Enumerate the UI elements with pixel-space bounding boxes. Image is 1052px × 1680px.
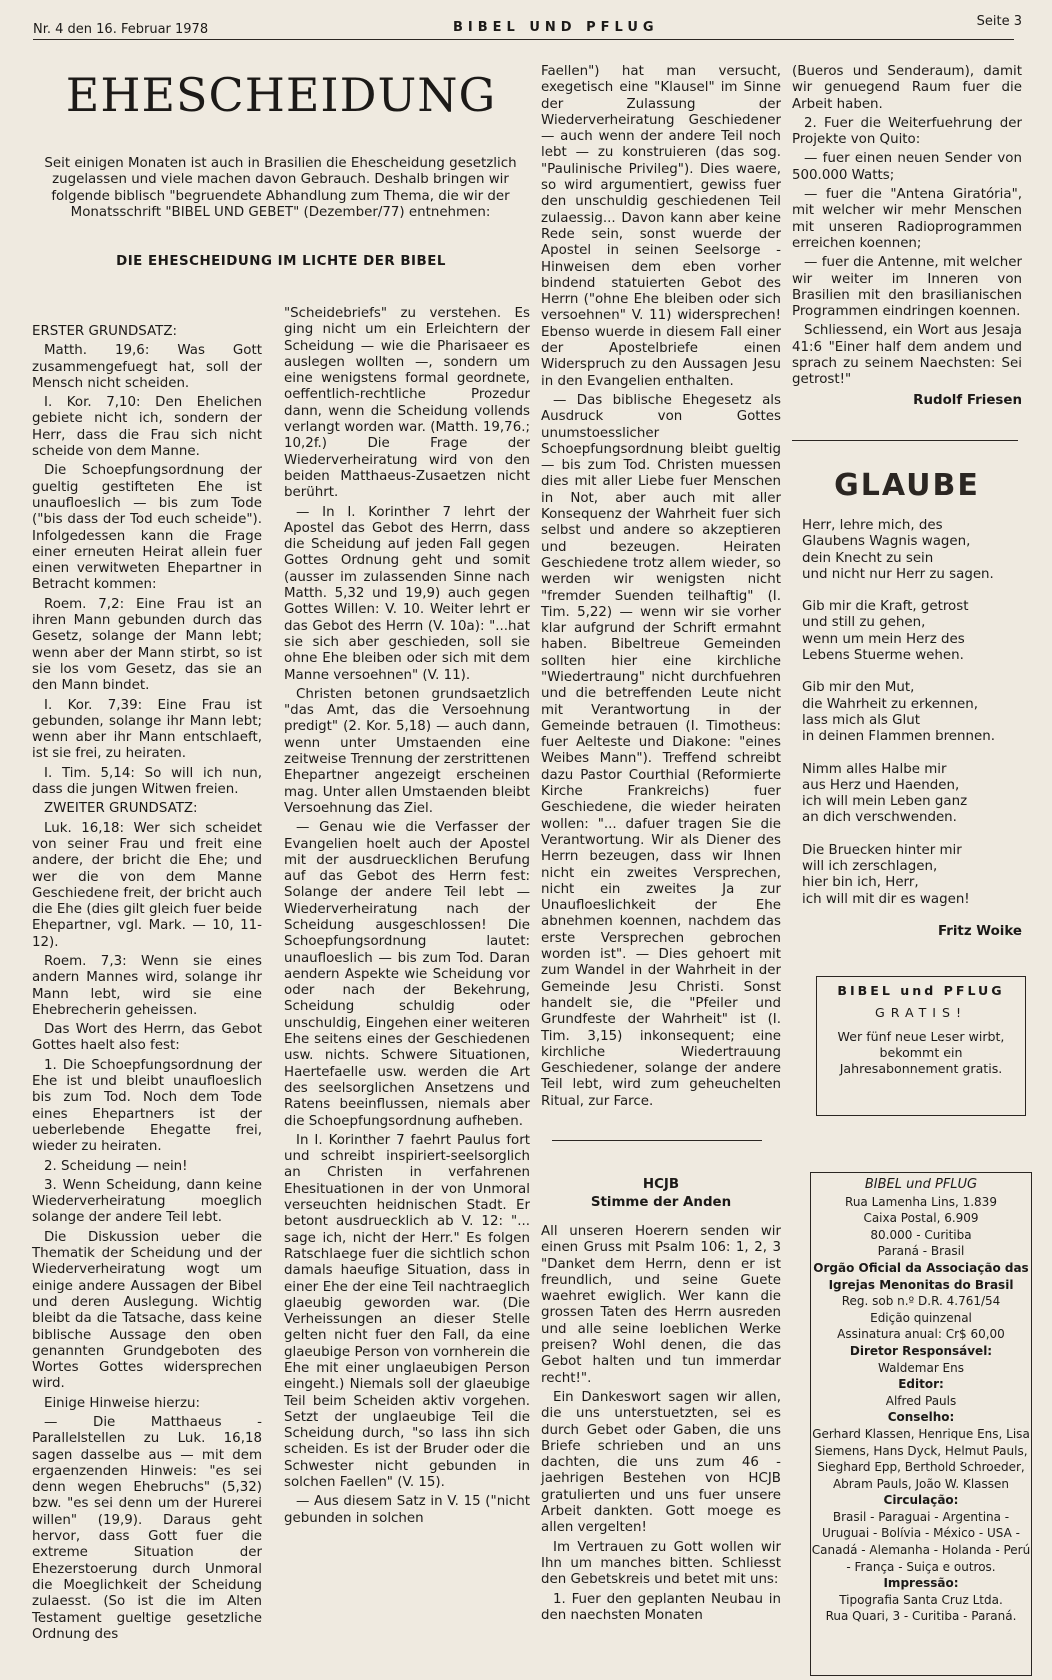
paragraph: — fuer die Antenne, mit welcher wir weiter im Inneren von Brasilien mit den brasilianischen Programmen eindringen koennen.	[792, 255, 1022, 320]
hcjb-column-continued	[792, 64, 1022, 412]
column-divider	[552, 1140, 762, 1141]
paragraph: I. Kor. 7,39: Eine Frau ist gebunden, solange ihr Mann lebt; wenn aber ihr Mann entschlaeft, ist sie frei, zu heiraten.	[32, 697, 262, 762]
hcjb-column	[541, 1224, 781, 1627]
poem-stanza: Nimm alles Halbe mir aus Herz und Haenden, ich will mein Leben ganz an dich verschwenden.	[802, 761, 968, 826]
paragraph: (Bueros und Senderaum), damit wir genuegend Raum fuer die Arbeit haben.	[792, 64, 1022, 112]
article-intro: Seit einigen Monaten ist auch in Brasilien die Ehescheidung gesetzlich zugelassen und viele machen davon Gebrauch. Deshalb bringen wir folgende biblisch "begruendete Abhandlung zum Thema, die wir der Monatsschrift "BIBEL UND GEBET" (Dezember/77) entnehmen:	[44, 156, 517, 220]
imprint-organ: Orgão Oficial da Associação das Igrejas Menonitas do Brasil	[813, 1260, 1029, 1292]
poem-body	[802, 518, 1022, 940]
hcjb-subtitle: Stimme der Anden	[590, 1195, 732, 1210]
paragraph: Luk. 16,18: Wer sich scheidet von seiner Frau und freit eine andere, der bricht die Ehe; und wer die von dem Manne Geschiedene freit, der bricht auch die Ehe (dies gilt gleich fuer beide Ehepartner, vgl. Mark. — 10, 11-12).	[32, 820, 262, 950]
poem-title: GLAUBE	[834, 468, 980, 503]
masthead: BIBEL UND PFLUG	[453, 20, 659, 35]
paragraph: 2. Scheidung — nein!	[44, 1158, 188, 1174]
imprint-reg: Reg. sob n.º D.R. 4.761/54	[841, 1294, 1001, 1309]
gratis-box	[816, 976, 1026, 1116]
poem-stanza: Herr, lehre mich, des Glaubens Wagnis wagen, dein Knecht zu sein und nicht nur Herr zu sagen.	[802, 518, 994, 582]
imprint-circulacao: Brasil - Paraguai - Argentina - Uruguai - Bolívia - México - USA - Canadá - Alemanha - Holanda - Perú - França - Suiça e outros.	[811, 1509, 1031, 1574]
poem-stanza: Gib mir den Mut, die Wahrheit zu erkennen, lass mich als Glut in deinen Flammen brennen.	[802, 680, 995, 745]
paragraph: Christen betonen grundsaetzlich "das Amt, das die Versoehnung predigt" (2. Kor. 5,18) — auch dann, wenn unter Umstaenden eine zeitweise Trennung der zerstrittenen Ehepartner angezeigt erscheinen mag. Unter allen Umstaenden bleibt Versoehnung das Ziel.	[284, 686, 530, 816]
poem-stanza: Gib mir die Kraft, getrost und still zu gehen, wenn um mein Herz des Lebens Stuerme wehen.	[802, 599, 969, 664]
article-column-1	[32, 324, 262, 1646]
hcjb-heading	[541, 1176, 781, 1212]
paragraph: 1. Die Schoepfungsordnung der Ehe ist und bleibt unaufloeslich bis zum Tod. Noch dem Tode eines Ehepartners ist der ueberlebende Ehegatte frei, wieder zu heiraten.	[32, 1057, 262, 1155]
gratis-label: GRATIS!	[874, 1005, 968, 1020]
paragraph: Roem. 7,2: Eine Frau ist an ihren Mann gebunden durch das Gesetz, solange der Mann lebt; wenn aber der Mann stirbt, so ist sie los vom Gesetz, das sie an den Mann bindet.	[32, 596, 262, 694]
hcjb-author: Rudolf Friesen	[913, 392, 1022, 408]
imprint-address-2: Caixa Postal, 6.909	[863, 1211, 979, 1226]
paragraph: ERSTER GRUNDSATZ:	[32, 324, 178, 339]
imprint-box	[810, 1172, 1032, 1676]
paragraph: Roem. 7,3: Wenn sie eines andern Mannes wird, solange ihr Mann lebt, wird sie eine Ehebrecherin geheissen.	[32, 953, 262, 1018]
imprint-conselho: Gerhard Klassen, Henrique Ens, Lisa Siemens, Hans Dyck, Helmut Pauls, Sieghard Epp, Berthold Schroeder, Abram Pauls, João W. Klassen	[812, 1426, 1030, 1491]
imprint-address-4: Paraná - Brasil	[877, 1244, 965, 1259]
paragraph: I. Tim. 5,14: So will ich nun, dass die jungen Witwen freien.	[32, 765, 262, 798]
imprint-edicao: Edição quinzenal	[870, 1310, 972, 1325]
paragraph: — In I. Korinther 7 lehrt der Apostel das Gebot des Herrn, dass die Scheidung auf jeden Fall gegen Gottes Ordnung geht und somit (ausser im zulassenden Sinne nach Matth. 5,32 und 19,9) auch gegen Gottes Willen: V. 10. Weiter lehrt er das Gebot des Herrn (V. 10a): "...hat sie sich aber geschieden, soll sie ohne Ehe bleiben oder sich mit dem Manne versoehnen" (V. 11).	[284, 504, 530, 683]
hcjb-title: HCJB	[642, 1177, 680, 1192]
paragraph: — fuer einen neuen Sender von 500.000 Watts;	[792, 151, 1022, 183]
paragraph: — Die Matthaeus - Parallelstellen zu Luk. 16,18 sagen dasselbe aus — mit dem ergaenzenden Hinweis: "es sei denn wegen Ehebruchs" (5,32) bzw. "es sei denn um der Hurerei willen" (19,9). Daraus geht hervor, dass Gott fuer die extreme Situation der Ehezerstoerung durch Unmoral die Moeglichkeit der Scheidung zulaesst. (So ist die im Alten Testament gueltige gesetzliche Ordnung des	[32, 1415, 262, 1642]
imprint-editor-label: Editor:	[898, 1377, 944, 1392]
header-rule	[33, 39, 1014, 40]
article-column-2	[284, 306, 530, 1530]
paragraph: 2. Fuer die Weiterfuehrung der Projekte von Quito:	[792, 115, 1022, 148]
paragraph: Matth. 19,6: Was Gott zusammengefuegt hat, soll der Mensch nicht scheiden.	[32, 343, 262, 391]
paragraph: ZWEITER GRUNDSATZ:	[44, 801, 198, 817]
article-subhead: DIE EHESCHEIDUNG IM LICHTE DER BIBEL	[116, 254, 446, 269]
imprint-diretor-label: Diretor Responsável:	[849, 1343, 993, 1358]
article-title: EHESCHEIDUNG	[65, 68, 497, 122]
paragraph: I. Kor. 7,10: Den Ehelichen gebiete nicht ich, sondern der Herr, dass die Frau sich nicht scheide von dem Manne.	[32, 395, 262, 460]
page-number: Seite 3	[976, 14, 1022, 29]
page-header	[33, 14, 1022, 38]
imprint-assinatura: Assinatura anual: Cr$ 60,00	[837, 1327, 1005, 1342]
paragraph: 3. Wenn Scheidung, dann keine Wiederverheiratung moeglich solange der andere Teil lebt.	[32, 1177, 262, 1226]
poem-stanza: Die Bruecken hinter mir will ich zerschlagen, hier bin ich, Herr, ich will mit dir es wagen!	[802, 842, 970, 907]
imprint-address-3: 80.000 - Curitiba	[870, 1227, 972, 1242]
paragraph: Ein Dankeswort sagen wir allen, die uns unterstuetzten, sei es durch Gebet oder Gaben, die uns Briefe schrieben und an uns dachten, die uns zum 46 - jaehrigen Bestehen von HCJB gratulierten und uns fuer unsere Arbeit dankten. Gott moege es allen vergelten!	[541, 1389, 781, 1536]
paragraph: Faellen") hat man versucht, exegetisch eine "Klausel" im Sinne der Zulassung der Wiederverheiratung Geschiedener — auch wenn der andere Teil noch lebt — zu konstruieren (das sog. "Paulinische Privileg"). Dies waere, so wird argumentiert, gewiss fuer den unschuldig geschiedenen Teil zulaessig... Davon kann aber keine Rede sein, sonst wuerde der Apostel in seinen Seelsorge - Hinweisen dem eben vorher bindend statuierten Gebot des Herrn ("ohne Ehe bleiben oder sich versoehnen" V. 11) widersprechen! Ebenso wuerde in diesem Fall einer der Apostelbriefe einen Widerspruch zu den Aussagen Jesu in den Evangelien enthalten.	[541, 64, 781, 389]
gratis-text: Wer fünf neue Leser wirbt, bekommt ein Jahresabonnement gratis.	[837, 1029, 1005, 1076]
paragraph: Einige Hinweise hierzu:	[44, 1395, 201, 1411]
article-column-3	[541, 64, 781, 1113]
paragraph: — Das biblische Ehegesetz als Ausdruck von Gottes unumstoesslicher Schoepfungsordnung bleibt gueltig — bis zum Tod. Christen muessen dies mit aller Liebe fuer Menschen in Not, aber auch mit aller Konsequenz der Wahrheit fuer sich selbst und andere so akzeptieren und bezeugen. Heiraten Geschiedene trotz allem wieder, so werden wir wenigsten nicht "fremder Suenden teilhaftig" (I. Tim. 5,22) — wenn wir sie vorher klar aufgrund der Schrift ermahnt haben. Bibeltreue Gemeinden sollten hier eine kirchliche "Wiedertraung" nicht durchfuehren und die betreffenden Leute nicht mit Verantwortung in der Gemeinde betrauen (I. Timotheus: fuer Aelteste und Diakone: "eines Weibes Mann"). Treffend schreibt dazu Pastor Courthial (Reformierte Kirche Frankreichs) fuer Geschiedene, die wieder heiraten wollen: "... dafuer tragen Sie die Verantwortung. Wir als Diener des Herrn bezeugen, dass wir Ihnen nicht ein zweites Versprechen, nicht ein zweites Ja zur Unaufloeslichkeit der Ehe abnehmen koennen, nachdem das erste Versprechen gebrochen worden ist". — Dies gehoert mit zum Wandel in der Wahrheit in der Gemeinde Jesu Christi. Sonst handelt sie, die "Pfeiler und Grundfeste der Wahrheit" ist (I. Tim. 3,15) inkonsequent; eine kirchliche Wiedertrauung Geschiedener, solange der andere Teil lebt, wird zum geheuchelten Ritual, zur Farce.	[541, 392, 781, 1109]
imprint-impressao-2: Rua Quari, 3 - Curitiba - Paraná.	[825, 1609, 1017, 1624]
paragraph: Die Diskussion ueber die Thematik der Scheidung und der Wiederverheiratung wogt um einige andere Aussagen der Bibel und deren Auslegung. Wichtig bleibt da die Tatsache, dass keine biblische Aussage den oben genannten Grundgeboten des Wortes Gottes widersprechen wird.	[32, 1229, 262, 1392]
paragraph: "Scheidebriefs" zu verstehen. Es ging nicht um ein Erleichtern der Scheidung — wie die Pharisaeer es auslegen wollten —, sondern um eine wenigstens formal geordnete, oeffentlich-rechtliche Prozedur dann, wenn die Scheidung vollends verlangt worden war. (Matth. 19,76.; 10,2f.) Die Frage der Wiederverheiratung wird von den beiden Matthaeus-Zusaetzen nicht berührt.	[284, 306, 530, 501]
imprint-editor: Alfred Pauls	[885, 1393, 957, 1408]
paragraph: — Genau wie die Verfasser der Evangelien hoelt auch der Apostel mit der ausdruecklichen Berufung auf das Gebot des Herrn fest: Solange der andere Teil lebt — Wiederverheiratung nach der Scheidung ausgeschlossen! Die Schoepfungsordnung lautet: unaufloeslich — bis zum Tod. Daran aendern Aspekte wie Scheidung vor oder nach der Bekehrung, Scheidung schuldig oder unschuldig, Eingehen einer weiteren Ehe seitens eines der Geschiedenen usw. nichts. Schwere Situationen, Haertefaelle usw. werden die Art des seelsorglichen Ansetzens und Ratens beeinflussen, niemals aber die Schoepfungsordnung aufheben.	[284, 820, 530, 1129]
paragraph: — Aus diesem Satz in V. 15 ("nicht gebunden in solchen	[284, 1494, 530, 1526]
paragraph: Die Schoepfungsordnung der gueltig gestifteten Ehe ist unaufloeslich — bis zum Tode ("bis dass der Tod euch scheide"). Infolgedessen kann die Frage einer erneuten Heirat allein fuer einen verwitweten Ehepartner in Betracht kommen:	[32, 463, 262, 593]
gratis-masthead: BIBEL und PFLUG	[837, 983, 1005, 998]
imprint-circulacao-label: Circulação:	[883, 1493, 959, 1508]
poem-author: Fritz Woike	[937, 923, 1022, 939]
imprint-title: BIBEL und PFLUG	[864, 1177, 978, 1192]
issue-date: Nr. 4 den 16. Februar 1978	[33, 22, 209, 37]
paragraph: — fuer die "Antena Giratória", mit welcher wir mehr Menschen mit unseren Radioprogrammen erreichen koennen;	[792, 187, 1022, 251]
paragraph: Schliessend, ein Wort aus Jesaja 41:6 "Einer half dem andem und sprach zu seinem Naechsten: Sei getrost!"	[792, 323, 1022, 388]
imprint-diretor: Waldemar Ens	[877, 1360, 964, 1375]
paragraph: Im Vertrauen zu Gott wollen wir Ihn um manches bitten. Schliesst den Gebetskreis und betet mit uns:	[541, 1539, 781, 1588]
paragraph: In I. Korinther 7 faehrt Paulus fort und schreibt inspiriert-seelsorglich an Christen in verfahrenen Ehesituationen in der von Unmoral verseuchten heidnischen Stadt. Er betont ausdruecklich ab V. 12: "... sage ich, nicht der Herr." Es folgen Ratschlaege fuer die sichtlich schon damals haeufige Situation, dass in einer Ehe der eine Teil nachtraeglich glaeubig geworden war. (Die Verheissungen an dieser Stelle gelten nicht fuer den Fall, da eine glaeubige Person von vornherein die Ehe mit einer unglaeubigen Person eingeht.) Niemals soll der glaeubige Teil beim Scheiden aktiv vorgehen. Setzt der unglaeubige Teil die Scheidung durch, "so lass ihn sich scheiden. Es ist der Bruder oder die Schwester nicht gebunden in solchen Faellen" (V. 15).	[284, 1132, 530, 1491]
section-divider	[792, 440, 1018, 441]
imprint-conselho-label: Conselho:	[887, 1410, 955, 1425]
paragraph: Das Wort des Herrn, das Gebot Gottes haelt also fest:	[32, 1022, 262, 1054]
imprint-address-1: Rua Lamenha Lins, 1.839	[845, 1194, 997, 1209]
paragraph: All unseren Hoerern senden wir einen Gruss mit Psalm 106: 1, 2, 3 "Danket dem Herrn, denn er ist freundlich, und seine Guete waehret ewiglich. Wer kann die grossen Taten des Herrn ausreden und alle seine loeblichen Werke preisen? Wohl denen, die das Gebot halten und tun immerdar recht!".	[541, 1224, 781, 1386]
paragraph: 1. Fuer den geplanten Neubau in den naechsten Monaten	[541, 1591, 781, 1623]
imprint-impressao-1: Tipografia Santa Cruz Ltda.	[839, 1592, 1003, 1607]
imprint-impressao-label: Impressão:	[883, 1576, 959, 1591]
